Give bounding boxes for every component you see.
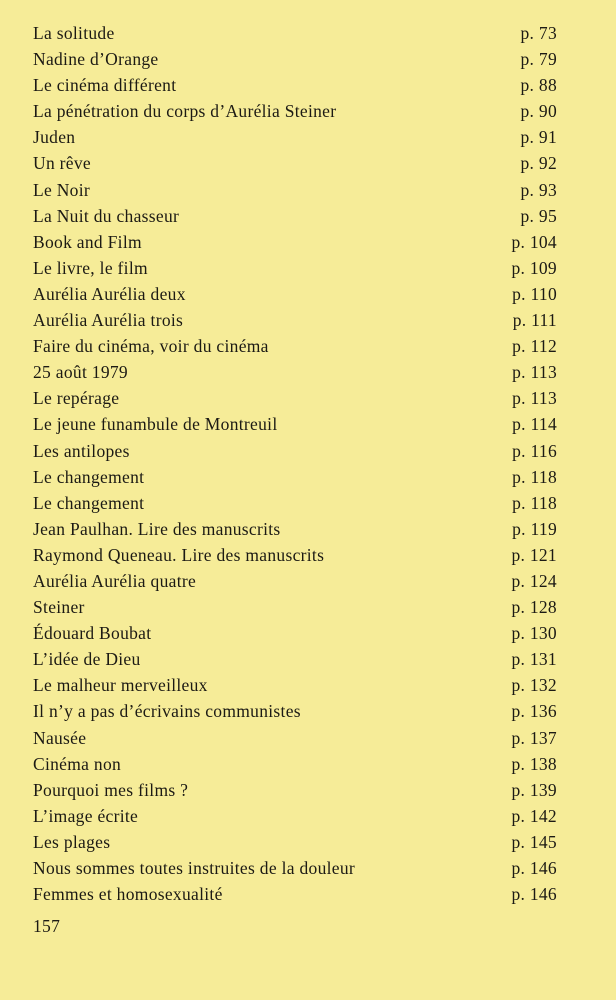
toc-entry-title: Juden	[33, 127, 76, 148]
toc-entry	[33, 333, 557, 359]
toc-entry-page: p. 95	[520, 205, 557, 226]
toc-entry	[33, 855, 557, 881]
toc-entry-page: p. 118	[512, 466, 557, 487]
toc-entry	[33, 829, 557, 855]
toc-entry-title: Raymond Queneau. Lire des manuscrits	[33, 544, 325, 565]
toc-entry	[33, 542, 557, 568]
toc-entry	[33, 594, 557, 620]
toc-entry-page: p. 113	[512, 362, 557, 383]
toc-entry-title: La Nuit du chasseur	[33, 205, 180, 226]
toc-entry	[33, 803, 557, 829]
toc-entry-page: p. 142	[511, 805, 557, 826]
toc-entry	[33, 751, 557, 777]
toc-entry	[33, 203, 557, 229]
toc-entry	[33, 72, 557, 98]
toc-entry-title: Aurélia Aurélia deux	[33, 283, 186, 304]
toc-entry-title: La solitude	[33, 23, 115, 43]
toc-entry	[33, 229, 557, 255]
toc-entry-title: Faire du cinéma, voir du cinéma	[33, 336, 269, 357]
toc-entry-page: p. 119	[512, 518, 557, 539]
toc-entry-page: p. 109	[511, 257, 557, 278]
toc-entry-title: 25 août 1979	[33, 362, 128, 383]
toc-entry-page: p. 90	[520, 101, 557, 122]
toc-entry-page: p. 93	[520, 179, 557, 200]
toc-entry-page: p. 114	[512, 414, 557, 435]
toc-entry-title: Un rêve	[33, 153, 91, 174]
toc-entry	[33, 568, 557, 594]
toc-entry-title: Jean Paulhan. Lire des manuscrits	[33, 518, 281, 539]
toc-entry-page: p. 128	[511, 597, 557, 618]
toc-entry-page: p. 131	[511, 649, 557, 670]
toc-entry-page: p. 145	[511, 831, 557, 852]
toc-entry-title: Femmes et homosexualité	[33, 884, 223, 905]
toc-entry-page: p. 73	[520, 23, 557, 43]
toc-entry-page: p. 132	[511, 675, 557, 696]
toc-entry	[33, 516, 557, 542]
toc-entry	[33, 490, 557, 516]
toc-entry-title: Les antilopes	[33, 440, 130, 461]
toc-entry-title: Aurélia Aurélia quatre	[33, 570, 197, 591]
toc-entry-page: p. 124	[511, 570, 557, 591]
toc-entry-title: Nous sommes toutes instruites de la douleur	[33, 858, 356, 878]
toc-entry-page: p. 138	[511, 753, 557, 774]
toc-entry-page: p. 146	[511, 858, 557, 878]
toc-entry-page: p. 136	[511, 701, 557, 722]
toc-entry	[33, 98, 557, 124]
toc-entry	[33, 777, 557, 803]
toc-entry-page: p. 88	[520, 75, 557, 96]
toc-entry-page: p. 112	[512, 336, 557, 357]
table-of-contents	[33, 20, 557, 907]
toc-entry	[33, 464, 557, 490]
toc-entry	[33, 177, 557, 203]
toc-entry-title: Les plages	[33, 831, 111, 852]
page-number: 157	[33, 916, 61, 936]
toc-entry	[33, 646, 557, 672]
toc-entry-page: p. 113	[512, 388, 557, 409]
toc-entry	[33, 281, 557, 307]
toc-entry	[33, 20, 557, 46]
toc-entry	[33, 698, 557, 724]
toc-entry-title: Le repérage	[33, 388, 120, 409]
toc-entry-title: Le changement	[33, 466, 145, 487]
toc-entry-title: Pourquoi mes films ?	[33, 779, 189, 800]
toc-entry-title: Aurélia Aurélia trois	[33, 310, 184, 331]
toc-entry-title: La pénétration du corps d’Aurélia Steiner	[33, 101, 337, 122]
toc-entry	[33, 672, 557, 698]
toc-entry-title: Édouard Boubat	[33, 623, 152, 644]
toc-entry	[33, 881, 557, 907]
toc-entry-page: p. 139	[511, 779, 557, 800]
toc-entry-title: Book and Film	[33, 231, 142, 252]
toc-entry-page: p. 146	[511, 884, 557, 905]
toc-entry	[33, 385, 557, 411]
toc-entry-page: p. 116	[512, 440, 557, 461]
toc-entry	[33, 411, 557, 437]
toc-entry-title: L’idée de Dieu	[33, 649, 141, 670]
toc-entry-title: Le jeune funambule de Montreuil	[33, 414, 278, 435]
toc-entry-title: L’image écrite	[33, 805, 139, 826]
toc-entry-title: Il n’y a pas d’écrivains communistes	[33, 701, 301, 722]
toc-entry-title: Le Noir	[33, 179, 91, 200]
toc-entry-title: Le cinéma différent	[33, 75, 177, 96]
toc-entry	[33, 620, 557, 646]
toc-entry-page: p. 111	[512, 310, 557, 331]
toc-entry-page: p. 91	[520, 127, 557, 148]
toc-entry	[33, 359, 557, 385]
toc-entry-title: Le malheur merveilleux	[33, 675, 208, 696]
toc-entry-title: Le livre, le film	[33, 257, 148, 278]
toc-entry-page: p. 110	[512, 283, 557, 304]
toc-entry	[33, 725, 557, 751]
toc-entry-page: p. 104	[511, 231, 557, 252]
toc-entry-page: p. 92	[520, 153, 557, 174]
toc-entry-page: p. 121	[511, 544, 557, 565]
toc-entry-title: Nausée	[33, 727, 87, 748]
toc-entry	[33, 46, 557, 72]
toc-entry-title: Le changement	[33, 492, 145, 513]
toc-entry-page: p. 130	[511, 623, 557, 644]
toc-entry-page: p. 137	[511, 727, 557, 748]
toc-entry-title: Steiner	[33, 597, 85, 618]
toc-entry-title: Nadine d’Orange	[33, 49, 159, 70]
toc-entry	[33, 307, 557, 333]
toc-entry-title: Cinéma non	[33, 753, 122, 774]
toc-entry	[33, 255, 557, 281]
toc-entry	[33, 438, 557, 464]
toc-entry-page: p. 118	[512, 492, 557, 513]
toc-entry	[33, 124, 557, 150]
toc-entry-page: p. 79	[520, 49, 557, 70]
toc-entry	[33, 150, 557, 176]
